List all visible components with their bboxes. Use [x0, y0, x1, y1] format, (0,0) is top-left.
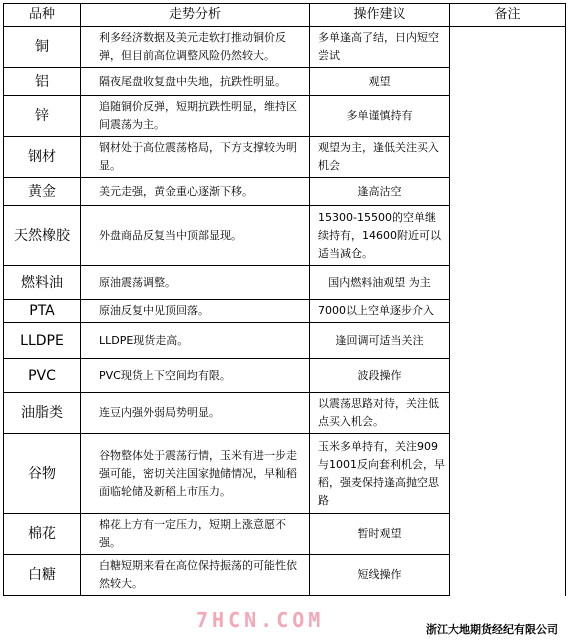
variety-cell: PVC	[4, 359, 81, 393]
header-advice: 操作建议	[310, 4, 450, 27]
advice-cell: 多单逢高了结，日内短空尝试	[310, 27, 450, 68]
analysis-cell: 白糖短期来看在高位保持振荡的可能性依然较大。	[81, 555, 310, 596]
advice-cell: 逢回调可适当关注	[310, 323, 450, 359]
analysis-cell: 棉花上方有一定压力，短期上涨意愿不强。	[81, 514, 310, 555]
variety-cell: 燃料油	[4, 266, 81, 300]
analysis-cell: 连豆内强外弱局势明显。	[81, 393, 310, 434]
analysis-cell: 隔夜尾盘收复盘中失地，抗跌性明显。	[81, 68, 310, 96]
advice-cell: 国内燃料油观望 为主	[310, 266, 450, 300]
analysis-cell: 谷物整体处于震荡行情，玉米有进一步走强可能，密切关注国家抛储情况，早籼稻面临轮储及新稻上市压力。	[81, 434, 310, 514]
advice-cell: 逢高沽空	[310, 178, 450, 206]
analysis-cell: LLDPE现货走高。	[81, 323, 310, 359]
analysis-cell: 追随铜价反弹，短期抗跌性明显，维持区间震荡为主。	[81, 96, 310, 137]
watermark: 7HCN.COM	[196, 608, 325, 632]
advice-cell: 15300-15500的空单继续持有，14600附近可以适当减仓。	[310, 206, 450, 266]
company-name: 浙江大地期货经纪有限公司	[426, 623, 558, 636]
advice-cell: 波段操作	[310, 359, 450, 393]
variety-cell: PTA	[4, 300, 81, 323]
variety-cell: 铝	[4, 68, 81, 96]
header-row	[4, 4, 566, 27]
analysis-cell: 美元走强，黄金重心逐渐下移。	[81, 178, 310, 206]
analysis-cell: 原油反复中见顶回落。	[81, 300, 310, 323]
analysis-cell: PVC现货上下空间均有限。	[81, 359, 310, 393]
advice-cell: 观望	[310, 68, 450, 96]
analysis-cell: 外盘商品反复当中顶部显现。	[81, 206, 310, 266]
table-body	[4, 27, 566, 596]
header-variety: 品种	[4, 4, 81, 27]
advice-cell: 暂时观望	[310, 514, 450, 555]
variety-cell: 油脂类	[4, 393, 81, 434]
note-cell	[450, 27, 566, 596]
variety-cell: 白糖	[4, 555, 81, 596]
analysis-cell: 钢材处于高位震荡格局，下方支撑较为明显。	[81, 137, 310, 178]
advice-cell: 短线操作	[310, 555, 450, 596]
advice-cell: 以震荡思路对待，关注低点买入机会。	[310, 393, 450, 434]
analysis-cell: 利多经济数据及美元走软打推动铜价反弹，但目前高位调整风险仍然较大。	[81, 27, 310, 68]
variety-cell: 黄金	[4, 178, 81, 206]
variety-cell: 天然橡胶	[4, 206, 81, 266]
table-row	[4, 27, 566, 68]
advice-cell: 多单谨慎持有	[310, 96, 450, 137]
advice-cell: 7000以上空单逐步介入	[310, 300, 450, 323]
strategy-table	[3, 3, 566, 596]
header-note: 备注	[450, 4, 566, 27]
advice-cell: 玉米多单持有，关注909与1001反向套利机会，早稻，强麦保持逢高抛空思路	[310, 434, 450, 514]
variety-cell: 谷物	[4, 434, 81, 514]
advice-cell: 观望为主，逢低关注买入机会	[310, 137, 450, 178]
variety-cell: 棉花	[4, 514, 81, 555]
variety-cell: 铜	[4, 27, 81, 68]
variety-cell: 钢材	[4, 137, 81, 178]
variety-cell: LLDPE	[4, 323, 81, 359]
analysis-cell: 原油震荡调整。	[81, 266, 310, 300]
variety-cell: 锌	[4, 96, 81, 137]
header-analysis: 走势分析	[81, 4, 310, 27]
